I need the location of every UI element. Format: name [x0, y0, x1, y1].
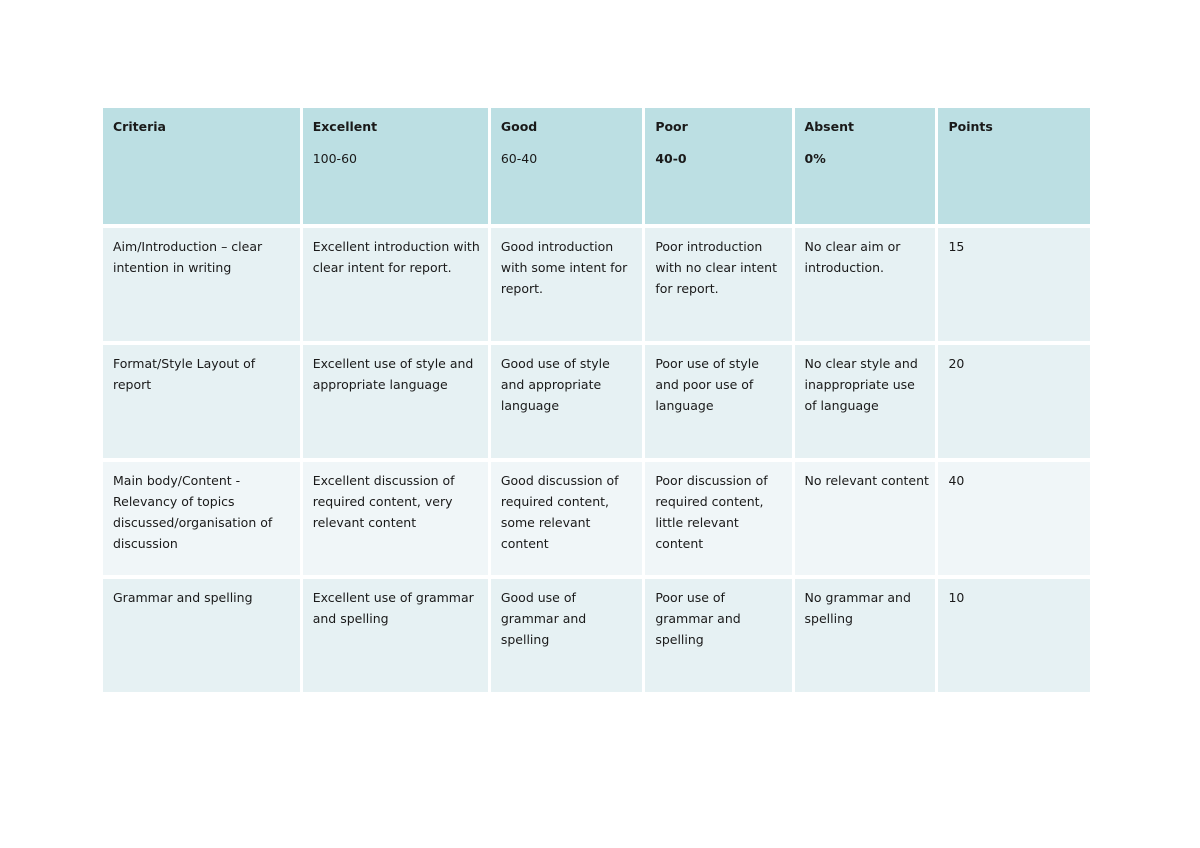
cell-good: Good use of grammar and spelling [491, 579, 642, 692]
cell-criteria: Grammar and spelling [103, 579, 300, 692]
cell-points: 10 [938, 579, 1090, 692]
rubric-table [100, 104, 1093, 696]
table-row [103, 228, 1090, 341]
cell-absent: No relevant content [795, 462, 936, 575]
header-row [103, 108, 1090, 224]
header-excellent-range: 100-60 [312, 151, 357, 166]
header-absent [795, 108, 936, 224]
cell-absent: No clear style and inappropriate use of language [795, 345, 936, 458]
header-points [938, 108, 1090, 224]
cell-absent: No clear aim or introduction. [795, 228, 936, 341]
cell-poor: Poor use of style and poor use of language [645, 345, 791, 458]
rubric-header [103, 108, 1090, 224]
rubric-body [103, 228, 1090, 692]
table-row [103, 345, 1090, 458]
header-excellent [303, 108, 488, 224]
cell-excellent: Excellent introduction with clear intent for report. [303, 228, 488, 341]
cell-points: 40 [938, 462, 1090, 575]
cell-excellent: Excellent discussion of required content, very relevant content [303, 462, 488, 575]
header-absent-label: Absent [804, 119, 854, 134]
cell-points: 20 [938, 345, 1090, 458]
cell-excellent: Excellent use of grammar and spelling [303, 579, 488, 692]
table-row [103, 579, 1090, 692]
header-good-range: 60-40 [500, 151, 538, 166]
header-good-label: Good [500, 119, 538, 134]
header-criteria-label: Criteria [113, 119, 166, 134]
header-poor [645, 108, 791, 224]
header-good [491, 108, 642, 224]
cell-excellent: Excellent use of style and appropriate language [303, 345, 488, 458]
header-poor-label: Poor [655, 119, 688, 134]
header-points-label: Points [948, 119, 993, 134]
cell-points: 15 [938, 228, 1090, 341]
cell-good: Good use of style and appropriate language [491, 345, 642, 458]
cell-poor: Poor introduction with no clear intent for report. [645, 228, 791, 341]
cell-criteria: Aim/Introduction – clear intention in writing [103, 228, 300, 341]
header-absent-range: 0% [804, 151, 826, 166]
cell-poor: Poor use of grammar and spelling [645, 579, 791, 692]
cell-poor: Poor discussion of required content, little relevant content [645, 462, 791, 575]
cell-absent: No grammar and spelling [795, 579, 936, 692]
header-excellent-label: Excellent [312, 119, 378, 134]
cell-criteria: Main body/Content -Relevancy of topics discussed/organisation of discussion [103, 462, 300, 575]
cell-good: Good discussion of required content, some relevant content [491, 462, 642, 575]
header-poor-range: 40-0 [655, 151, 687, 166]
table-row [103, 462, 1090, 575]
cell-criteria: Format/Style Layout of report [103, 345, 300, 458]
header-criteria [103, 108, 300, 224]
cell-good: Good introduction with some intent for report. [491, 228, 642, 341]
